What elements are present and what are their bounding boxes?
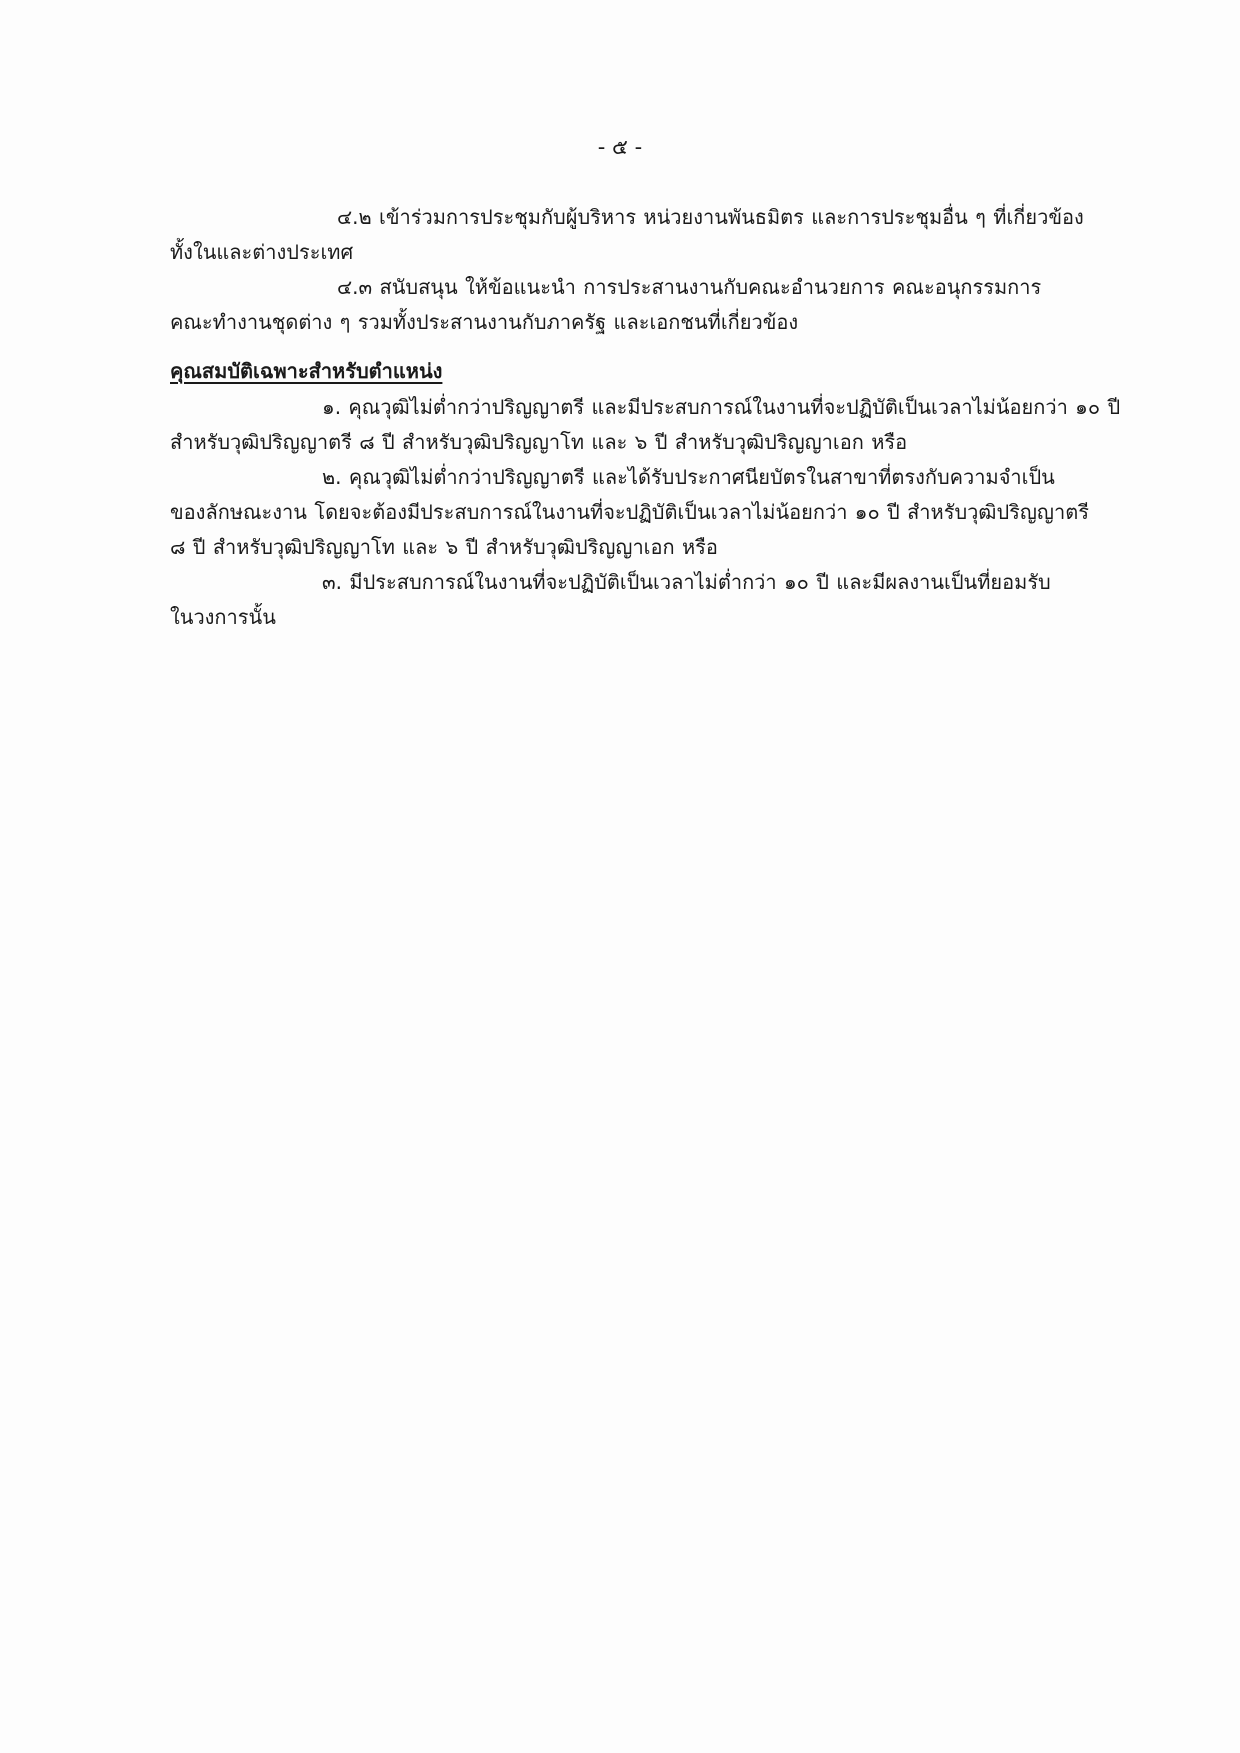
paragraph-line: สำหรับวุฒิปริญญาตรี ๘ ปี สำหรับวุฒิปริญญาโท และ ๖ ปี สำหรับวุฒิปริญญาเอก หรือ: [170, 430, 908, 454]
qualification-item-2: [170, 460, 1124, 565]
paragraph-line: ในวงการนั้น: [170, 605, 276, 629]
document-body: [170, 200, 1124, 635]
paragraph-line: ๔.๒ เข้าร่วมการประชุมกับผู้บริหาร หน่วยงานพันธมิตร และการประชุมอื่น ๆ ที่เกี่ยวข้อง: [337, 205, 1084, 229]
paragraph-4-2: [170, 200, 1124, 270]
page-number: - ๕ -: [597, 135, 643, 159]
qualification-item-3: [170, 565, 1124, 635]
qualifications-heading: คุณสมบัติเฉพาะสำหรับตำแหน่ง: [170, 359, 443, 383]
paragraph-line: ๒. คุณวุฒิไม่ต่ำกว่าปริญญาตรี และได้รับประกาศนียบัตรในสาขาที่ตรงกับความจำเป็น: [322, 465, 1055, 489]
paragraph-line: ๑. คุณวุฒิไม่ต่ำกว่าปริญญาตรี และมีประสบการณ์ในงานที่จะปฏิบัติเป็นเวลาไม่น้อยกว่า ๑๐ ปี: [322, 395, 1121, 419]
paragraph-line: คณะทำงานชุดต่าง ๆ รวมทั้งประสานงานกับภาครัฐ และเอกชนที่เกี่ยวข้อง: [170, 310, 799, 334]
paragraph-line: ๓. มีประสบการณ์ในงานที่จะปฏิบัติเป็นเวลาไม่ต่ำกว่า ๑๐ ปี และมีผลงานเป็นที่ยอมรับ: [322, 570, 1051, 594]
paragraph-4-3: [170, 270, 1124, 340]
qualification-item-1: [170, 390, 1124, 460]
paragraph-line: ๘ ปี สำหรับวุฒิปริญญาโท และ ๖ ปี สำหรับวุฒิปริญญาเอก หรือ: [170, 535, 718, 559]
paragraph-line: ๔.๓ สนับสนุน ให้ข้อแนะนำ การประสานงานกับคณะอำนวยการ คณะอนุกรรมการ: [337, 275, 1042, 299]
paragraph-line: ทั้งในและต่างประเทศ: [170, 240, 354, 264]
paragraph-line: ของลักษณะงาน โดยจะต้องมีประสบการณ์ในงานที่จะปฏิบัติเป็นเวลาไม่น้อยกว่า ๑๐ ปี สำหรับวุฒิปริญญาตรี: [170, 500, 1089, 524]
